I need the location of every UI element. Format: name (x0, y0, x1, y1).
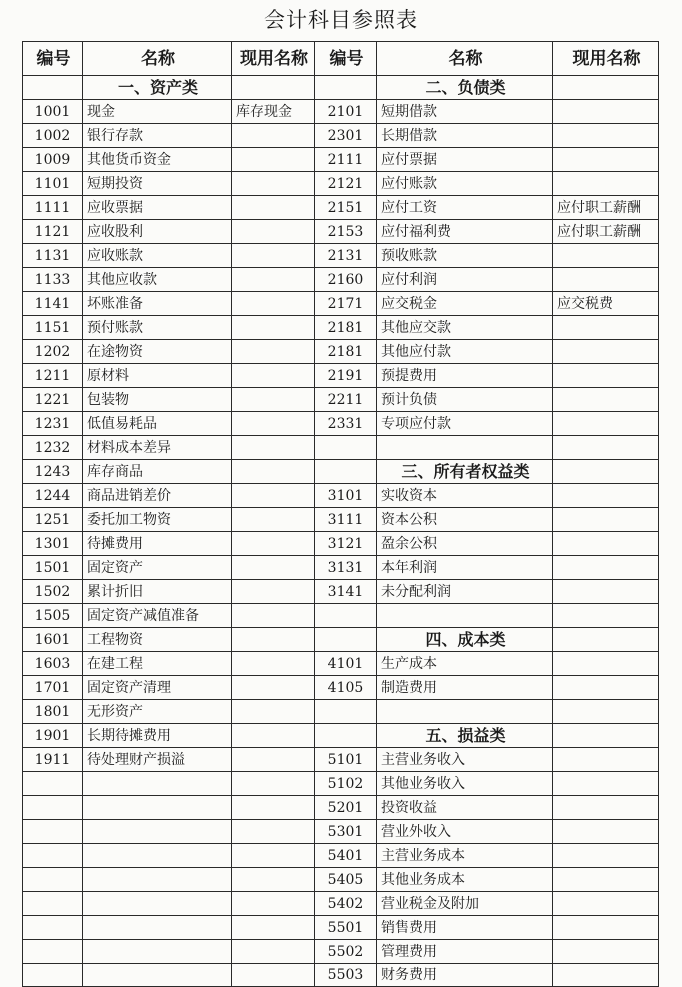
left-account-name: 库存商品 (83, 460, 232, 484)
left-account-code: 1202 (23, 340, 83, 364)
right-account-code: 2331 (315, 412, 377, 436)
table-row (23, 604, 659, 628)
right-account-code: 2151 (315, 196, 377, 220)
left-current-cell (232, 820, 315, 844)
table-row (23, 172, 659, 196)
table-row (23, 124, 659, 148)
left-code-cell (23, 892, 83, 916)
table-row (23, 580, 659, 604)
right-current-name (553, 412, 659, 436)
left-account-name: 待处理财产损溢 (83, 748, 232, 772)
right-account-name: 专项应付款 (377, 412, 553, 436)
left-code-cell (23, 796, 83, 820)
right-account-code: 5503 (315, 964, 377, 987)
right-current-cell (553, 604, 659, 628)
left-account-name: 其他货币资金 (83, 148, 232, 172)
right-current-name (553, 172, 659, 196)
table-row (23, 796, 659, 820)
left-code-cell (23, 940, 83, 964)
left-current-name (232, 364, 315, 388)
left-current-name (232, 268, 315, 292)
left-account-name: 固定资产 (83, 556, 232, 580)
right-code-cell (315, 76, 377, 100)
left-account-name: 在建工程 (83, 652, 232, 676)
left-current-name (232, 292, 315, 316)
left-account-code: 1603 (23, 652, 83, 676)
left-account-name: 应收股利 (83, 220, 232, 244)
right-account-code: 2181 (315, 340, 377, 364)
left-account-name: 坏账准备 (83, 292, 232, 316)
right-account-name: 其他应交款 (377, 316, 553, 340)
left-account-code: 1009 (23, 148, 83, 172)
right-account-code: 2160 (315, 268, 377, 292)
header-current-left: 现用名称 (232, 42, 315, 76)
right-account-code: 3121 (315, 532, 377, 556)
right-current-name (553, 532, 659, 556)
right-account-name: 投资收益 (377, 796, 553, 820)
right-account-name: 销售费用 (377, 916, 553, 940)
left-account-code: 1151 (23, 316, 83, 340)
left-account-code: 1301 (23, 532, 83, 556)
left-name-cell (83, 820, 232, 844)
right-account-name: 生产成本 (377, 652, 553, 676)
left-account-code: 1231 (23, 412, 83, 436)
left-current-name (232, 604, 315, 628)
table-row (23, 436, 659, 460)
table-row (23, 244, 659, 268)
right-account-name: 预计负债 (377, 388, 553, 412)
left-current-name (232, 676, 315, 700)
left-account-code: 1243 (23, 460, 83, 484)
right-account-name: 管理费用 (377, 940, 553, 964)
right-account-code: 2191 (315, 364, 377, 388)
left-current-name (232, 460, 315, 484)
left-current-name (232, 148, 315, 172)
left-code-cell (23, 844, 83, 868)
left-account-name: 包装物 (83, 388, 232, 412)
left-current-name (232, 724, 315, 748)
left-account-name: 应收账款 (83, 244, 232, 268)
table-row (23, 388, 659, 412)
right-code-cell (315, 604, 377, 628)
section-header-profit-loss: 五、损益类 (377, 724, 553, 748)
right-account-name: 预提费用 (377, 364, 553, 388)
left-name-cell (83, 796, 232, 820)
right-account-code: 2171 (315, 292, 377, 316)
right-current-name (553, 820, 659, 844)
right-current-name (553, 268, 659, 292)
left-account-name: 商品进销差价 (83, 484, 232, 508)
left-current-name (232, 628, 315, 652)
right-account-code: 2153 (315, 220, 377, 244)
right-account-name: 资本公积 (377, 508, 553, 532)
left-current-cell (232, 844, 315, 868)
right-name-cell (377, 604, 553, 628)
right-code-cell (315, 700, 377, 724)
left-account-code: 1131 (23, 244, 83, 268)
table-row (23, 868, 659, 892)
right-account-code: 4101 (315, 652, 377, 676)
right-account-code: 5401 (315, 844, 377, 868)
right-code-cell (315, 628, 377, 652)
left-account-name: 原材料 (83, 364, 232, 388)
left-code-cell (23, 868, 83, 892)
left-account-code: 1801 (23, 700, 83, 724)
left-account-code: 1101 (23, 172, 83, 196)
right-current-cell (553, 76, 659, 100)
right-account-code: 5301 (315, 820, 377, 844)
right-current-name (553, 796, 659, 820)
right-account-code: 5502 (315, 940, 377, 964)
left-account-name: 工程物资 (83, 628, 232, 652)
table-row (23, 340, 659, 364)
left-current-name (232, 412, 315, 436)
right-current-name (553, 916, 659, 940)
left-account-code: 1001 (23, 100, 83, 124)
table-row (23, 844, 659, 868)
left-current-name (232, 748, 315, 772)
right-current-name (553, 652, 659, 676)
left-account-name: 长期待摊费用 (83, 724, 232, 748)
right-account-name: 财务费用 (377, 964, 553, 987)
right-current-name (553, 892, 659, 916)
right-account-name: 主营业务成本 (377, 844, 553, 868)
right-account-code: 2131 (315, 244, 377, 268)
right-current-name (553, 940, 659, 964)
left-current-name (232, 508, 315, 532)
header-code-right: 编号 (315, 42, 377, 76)
right-current-name (553, 340, 659, 364)
right-account-name: 未分配利润 (377, 580, 553, 604)
header-current-right: 现用名称 (553, 42, 659, 76)
left-account-code: 1244 (23, 484, 83, 508)
right-current-name (553, 868, 659, 892)
left-name-cell (83, 892, 232, 916)
right-account-code: 5201 (315, 796, 377, 820)
table-row (23, 292, 659, 316)
right-account-code: 2111 (315, 148, 377, 172)
left-account-code: 1911 (23, 748, 83, 772)
right-account-name: 盈余公积 (377, 532, 553, 556)
left-account-code: 1502 (23, 580, 83, 604)
table-row (23, 412, 659, 436)
right-current-name (553, 484, 659, 508)
right-code-cell (315, 724, 377, 748)
table-row (23, 316, 659, 340)
right-account-code: 3131 (315, 556, 377, 580)
left-account-name: 无形资产 (83, 700, 232, 724)
left-current-cell (232, 940, 315, 964)
table-row (23, 484, 659, 508)
left-current-name (232, 172, 315, 196)
right-code-cell (315, 436, 377, 460)
left-current-name (232, 652, 315, 676)
right-current-name (553, 556, 659, 580)
right-account-name: 应交税金 (377, 292, 553, 316)
left-account-code: 1251 (23, 508, 83, 532)
left-account-name: 待摊费用 (83, 532, 232, 556)
header-name-left: 名称 (83, 42, 232, 76)
table-row (23, 148, 659, 172)
right-account-code: 4105 (315, 676, 377, 700)
right-account-code: 3111 (315, 508, 377, 532)
right-account-name: 其他业务收入 (377, 772, 553, 796)
table-row (23, 556, 659, 580)
left-account-code: 1211 (23, 364, 83, 388)
left-account-name: 固定资产清理 (83, 676, 232, 700)
right-account-name: 应付票据 (377, 148, 553, 172)
left-account-name: 现金 (83, 100, 232, 124)
left-name-cell (83, 868, 232, 892)
right-account-name: 其他应付款 (377, 340, 553, 364)
left-account-name: 材料成本差异 (83, 436, 232, 460)
right-account-name: 实收资本 (377, 484, 553, 508)
right-account-code: 2101 (315, 100, 377, 124)
left-code-cell (23, 916, 83, 940)
left-current-name (232, 388, 315, 412)
right-current-cell (553, 460, 659, 484)
left-current-name (232, 244, 315, 268)
right-account-code: 5102 (315, 772, 377, 796)
right-account-name: 应付福利费 (377, 220, 553, 244)
right-current-name (553, 364, 659, 388)
right-current-cell (553, 628, 659, 652)
left-account-name: 在途物资 (83, 340, 232, 364)
right-current-name: 应交税费 (553, 292, 659, 316)
right-account-name: 其他业务成本 (377, 868, 553, 892)
left-account-code: 1901 (23, 724, 83, 748)
right-account-code: 5501 (315, 916, 377, 940)
right-account-name: 应付利润 (377, 268, 553, 292)
table-row (23, 508, 659, 532)
left-account-name: 应收票据 (83, 196, 232, 220)
left-current-cell (232, 796, 315, 820)
right-account-name: 制造费用 (377, 676, 553, 700)
header-code-left: 编号 (23, 42, 83, 76)
table-row (23, 652, 659, 676)
table-row (23, 892, 659, 916)
right-current-name (553, 676, 659, 700)
right-current-name (553, 100, 659, 124)
left-account-name: 低值易耗品 (83, 412, 232, 436)
right-current-name (553, 124, 659, 148)
header-name-right: 名称 (377, 42, 553, 76)
table-row (23, 820, 659, 844)
left-current-name (232, 700, 315, 724)
right-account-code: 5405 (315, 868, 377, 892)
right-account-code: 2211 (315, 388, 377, 412)
table-row (23, 100, 659, 124)
left-current-name (232, 220, 315, 244)
left-current-cell (232, 964, 315, 987)
right-account-code: 2121 (315, 172, 377, 196)
table-row (23, 364, 659, 388)
right-account-name: 本年利润 (377, 556, 553, 580)
left-account-code: 1141 (23, 292, 83, 316)
table-row (23, 772, 659, 796)
left-name-cell (83, 940, 232, 964)
left-current-name (232, 532, 315, 556)
right-account-name: 应付工资 (377, 196, 553, 220)
table-row (23, 724, 659, 748)
right-current-name: 应付职工薪酬 (553, 220, 659, 244)
section-header-cost: 四、成本类 (377, 628, 553, 652)
table-row (23, 76, 659, 100)
right-current-cell (553, 700, 659, 724)
left-account-name: 短期投资 (83, 172, 232, 196)
right-account-name: 预收账款 (377, 244, 553, 268)
left-name-cell (83, 844, 232, 868)
left-current-name (232, 340, 315, 364)
header-row (23, 42, 659, 76)
left-name-cell (83, 916, 232, 940)
right-account-code: 5101 (315, 748, 377, 772)
table-row (23, 940, 659, 964)
right-account-code: 2181 (315, 316, 377, 340)
table-row (23, 748, 659, 772)
page-title: 会计科目参照表 (264, 8, 418, 32)
right-account-code: 3141 (315, 580, 377, 604)
right-current-name (553, 148, 659, 172)
left-code-cell (23, 964, 83, 987)
table-row (23, 460, 659, 484)
left-current-cell (232, 916, 315, 940)
left-current-cell (232, 76, 315, 100)
right-account-code: 3101 (315, 484, 377, 508)
right-current-cell (553, 436, 659, 460)
left-account-name: 累计折旧 (83, 580, 232, 604)
right-current-name (553, 748, 659, 772)
right-current-name (553, 388, 659, 412)
right-account-name: 营业外收入 (377, 820, 553, 844)
left-account-code: 1002 (23, 124, 83, 148)
left-code-cell (23, 76, 83, 100)
table-row (23, 220, 659, 244)
right-account-name: 短期借款 (377, 100, 553, 124)
right-account-name: 应付账款 (377, 172, 553, 196)
left-account-code: 1111 (23, 196, 83, 220)
left-name-cell (83, 772, 232, 796)
right-current-name: 应付职工薪酬 (553, 196, 659, 220)
left-current-name (232, 484, 315, 508)
left-current-name (232, 556, 315, 580)
left-account-code: 1121 (23, 220, 83, 244)
right-account-name: 长期借款 (377, 124, 553, 148)
right-name-cell (377, 436, 553, 460)
left-current-name (232, 124, 315, 148)
left-current-name (232, 580, 315, 604)
right-current-name (553, 964, 659, 987)
left-account-name: 预付账款 (83, 316, 232, 340)
right-current-name (553, 580, 659, 604)
left-current-name (232, 196, 315, 220)
left-current-name (232, 316, 315, 340)
left-account-code: 1232 (23, 436, 83, 460)
left-name-cell (83, 964, 232, 987)
account-table (22, 41, 659, 987)
left-account-name: 银行存款 (83, 124, 232, 148)
left-account-code: 1221 (23, 388, 83, 412)
right-account-code: 2301 (315, 124, 377, 148)
left-current-name: 库存现金 (232, 100, 315, 124)
right-current-cell (553, 724, 659, 748)
table-row (23, 628, 659, 652)
table-row (23, 532, 659, 556)
right-current-name (553, 316, 659, 340)
left-current-name (232, 436, 315, 460)
right-account-code: 5402 (315, 892, 377, 916)
right-current-name (553, 772, 659, 796)
table-row (23, 916, 659, 940)
left-account-name: 其他应收款 (83, 268, 232, 292)
left-current-cell (232, 892, 315, 916)
left-code-cell (23, 820, 83, 844)
left-account-code: 1133 (23, 268, 83, 292)
left-current-cell (232, 868, 315, 892)
left-code-cell (23, 772, 83, 796)
table-row (23, 700, 659, 724)
section-header-liabilities: 二、负债类 (377, 76, 553, 100)
right-current-name (553, 508, 659, 532)
left-account-name: 固定资产减值准备 (83, 604, 232, 628)
right-current-name (553, 244, 659, 268)
right-account-name: 主营业务收入 (377, 748, 553, 772)
right-name-cell (377, 700, 553, 724)
table-row (23, 676, 659, 700)
right-account-name: 营业税金及附加 (377, 892, 553, 916)
left-account-code: 1505 (23, 604, 83, 628)
left-current-cell (232, 772, 315, 796)
right-current-name (553, 844, 659, 868)
left-account-code: 1701 (23, 676, 83, 700)
right-code-cell (315, 460, 377, 484)
left-account-code: 1501 (23, 556, 83, 580)
table-row (23, 964, 659, 987)
table-row (23, 196, 659, 220)
section-header-assets: 一、资产类 (83, 76, 232, 100)
left-account-name: 委托加工物资 (83, 508, 232, 532)
left-account-code: 1601 (23, 628, 83, 652)
section-header-equity: 三、所有者权益类 (377, 460, 553, 484)
table-row (23, 268, 659, 292)
